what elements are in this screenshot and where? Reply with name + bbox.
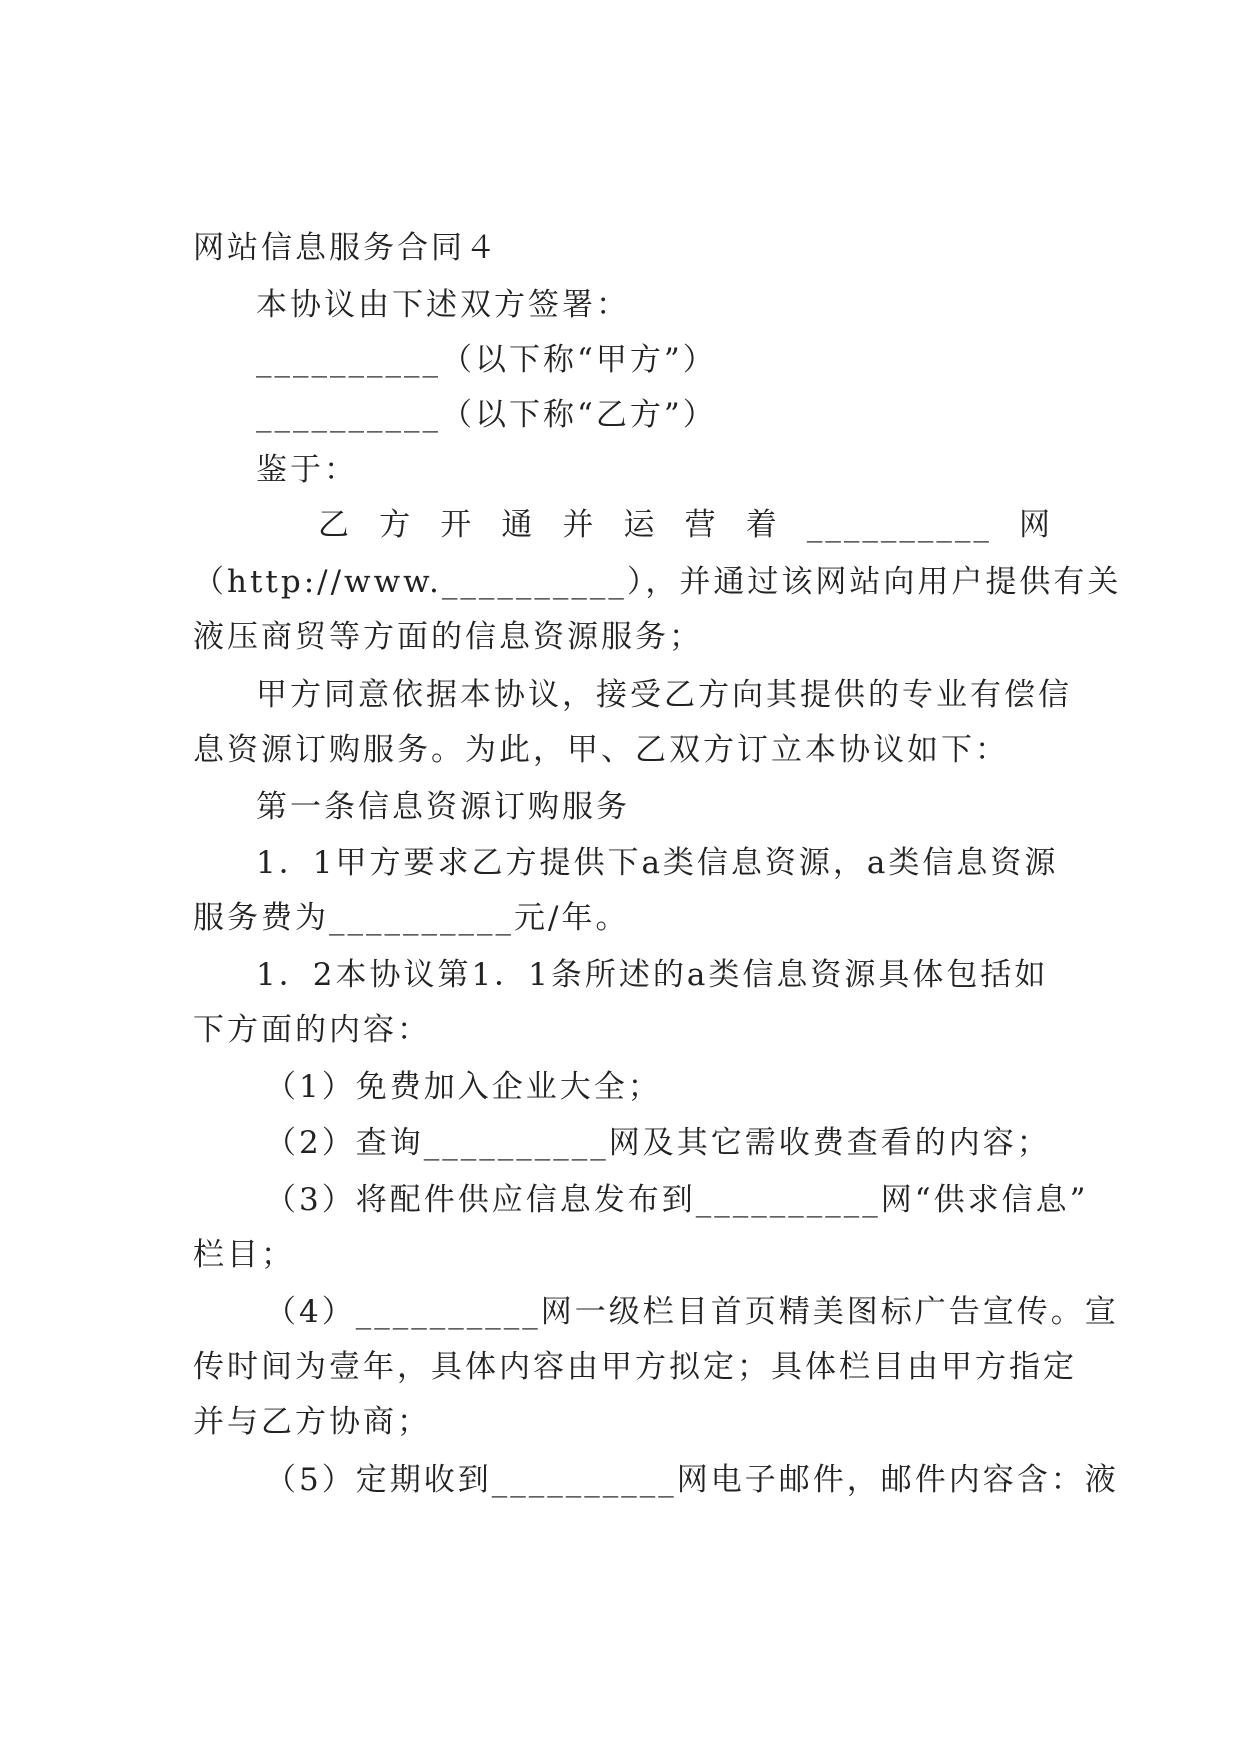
spread-char: 并 (562, 507, 597, 543)
list-item: （3）将配件供应信息发布到__________网“供求信息” (265, 1182, 1089, 1218)
section-heading: 第一条信息资源订购服务 (256, 789, 630, 825)
list-item-continuation: 栏目； (193, 1237, 295, 1273)
spread-char: 着 (745, 507, 780, 543)
document-title: 网站信息服务合同４ (193, 230, 499, 266)
party-b-line: __________（以下称“乙方”） (256, 397, 717, 433)
paragraph-line: 本协议由下述双方签署： (256, 287, 630, 323)
spread-char: 网 (1018, 507, 1053, 543)
paragraph-line: 息资源订购服务。为此，甲、乙双方订立本协议如下： (193, 732, 1009, 768)
list-item-continuation: 并与乙方协商； (193, 1404, 431, 1440)
blank-field: __________ (806, 507, 992, 543)
party-a-line: __________（以下称“甲方”） (256, 342, 717, 378)
paragraph-line: 液压商贸等方面的信息资源服务； (193, 619, 703, 655)
spread-char: 运 (623, 507, 658, 543)
spread-char: 乙 (318, 507, 352, 543)
paragraph-line: （http://www.__________），并通过该网站向用户提供有关 (193, 564, 1122, 600)
spread-char: 营 (684, 507, 719, 543)
clause-line: 服务费为__________元/年。 (193, 900, 630, 936)
paragraph-line: 甲方同意依据本协议，接受乙方向其提供的专业有偿信 (256, 677, 1072, 713)
clause-line: 1．1甲方要求乙方提供下a类信息资源，a类信息资源 (256, 845, 1059, 881)
spread-char: 通 (501, 507, 536, 543)
spread-char: 方 (379, 507, 414, 543)
list-item-continuation: 传时间为壹年，具体内容由甲方拟定；具体栏目由甲方指定 (193, 1349, 1077, 1385)
justified-line (256, 505, 1053, 545)
list-item: （1）免费加入企业大全； (265, 1069, 662, 1105)
whereas-heading: 鉴于： (256, 452, 358, 488)
list-item: （2）查询__________网及其它需收费查看的内容； (265, 1125, 1051, 1161)
clause-line: 下方面的内容： (193, 1012, 431, 1048)
spread-char: 开 (440, 507, 475, 543)
clause-line: 1．2本协议第1．1条所述的a类信息资源具体包括如 (256, 957, 1049, 993)
list-item: （4）__________网一级栏目首页精美图标广告宣传。宣 (265, 1294, 1119, 1330)
list-item: （5）定期收到__________网电子邮件，邮件内容含：液 (265, 1462, 1119, 1498)
